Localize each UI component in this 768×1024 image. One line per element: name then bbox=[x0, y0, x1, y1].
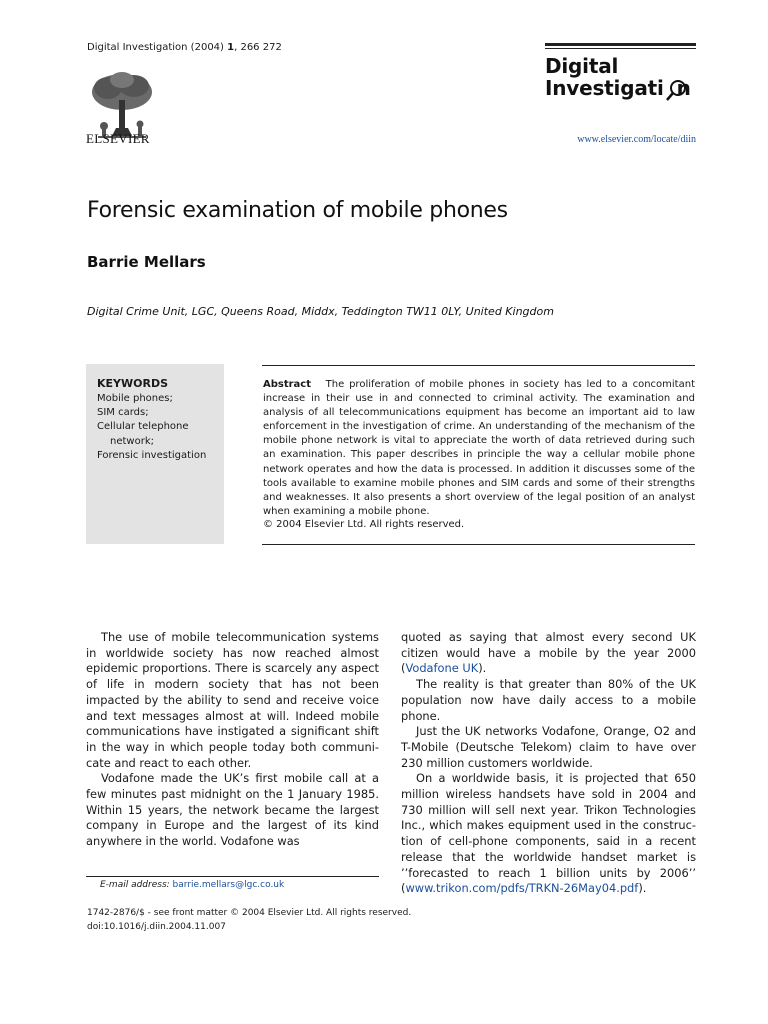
author-email-footnote: E-mail address: barrie.mellars@lgc.co.uk bbox=[100, 880, 285, 890]
keyword-item: SIM cards; bbox=[97, 407, 149, 419]
magnifier-icon bbox=[666, 78, 696, 102]
body-column-left bbox=[86, 630, 379, 850]
journal-logo-rule bbox=[545, 43, 696, 46]
journal-logo-rule-thin bbox=[545, 48, 696, 49]
journal-citation: Digital Investigation (2004) 1, 266 272 bbox=[87, 42, 282, 53]
author-name: Barrie Mellars bbox=[87, 253, 206, 271]
body-paragraph: On a worldwide basis, it is projected that 650 million wireless handsets have sold in 2004 and 730 million will sell next year. Trikon Technologies Inc., which makes equipment used in the construc-tion of cell-phone components, said in a recent release that the worldwide handset market is ’’forecasted to reach 1 billion units by 2006’’ (www.trikon.com/pdfs/TRKN-26May04.pdf). bbox=[401, 771, 696, 896]
body-column-right bbox=[401, 630, 696, 897]
article-title: Forensic examination of mobile phones bbox=[87, 198, 508, 223]
keywords-box bbox=[86, 364, 224, 544]
reference-link-trikon[interactable]: www.trikon.com/pdfs/TRKN-26May04.pdf bbox=[405, 881, 639, 896]
abstract-bottom-rule bbox=[262, 544, 695, 545]
footnote-rule bbox=[86, 876, 379, 877]
publisher-name: ELSEVIER bbox=[86, 131, 150, 146]
keywords-list bbox=[97, 392, 206, 463]
abstract-text: The proliferation of mobile phones in society has led to a concomitant increase in their use in and connected to criminal activity. The examination and analysis of all telecommunications equipment has become an important aid to law enforcement in the investigation of crime. An understanding of the mechanism of the mobile phone network is vital to appreciate the worth of data retrieved during such an examination. This paper describes in principle the way a cellular mobile phone network operates and how the data is processed. In addition it discusses some of the tools available to examine mobile phones and SIM cards and some of their strengths and weaknesses. It also presents a short overview of the legal position of an analyst when examining a mobile phone. bbox=[263, 379, 695, 517]
author-affiliation: Digital Crime Unit, LGC, Queens Road, Middx, Teddington TW11 0LY, United Kingdom bbox=[87, 305, 554, 318]
journal-url-link[interactable]: www.elsevier.com/locate/diin bbox=[577, 134, 696, 145]
keyword-item: Cellular telephone bbox=[97, 421, 189, 433]
keywords-heading: KEYWORDS bbox=[97, 377, 169, 390]
doi-line[interactable]: doi:10.1016/j.diin.2004.11.007 bbox=[87, 922, 226, 932]
abstract-label: Abstract bbox=[263, 379, 312, 390]
body-paragraph: quoted as saying that almost every second UK citizen would have a mobile by the year 2000 (Vodafone UK). bbox=[401, 630, 696, 676]
keyword-item: Mobile phones; bbox=[97, 393, 173, 404]
body-paragraph: The reality is that greater than 80% of the UK population now have daily access to a mobile phone. bbox=[401, 677, 696, 723]
journal-logo bbox=[545, 43, 696, 99]
reference-link-vodafone[interactable]: Vodafone UK bbox=[405, 661, 479, 676]
abstract-copyright: © 2004 Elsevier Ltd. All rights reserved. bbox=[263, 519, 465, 530]
keyword-item: Forensic investigation bbox=[97, 449, 207, 461]
journal-name: Digital Investigati n bbox=[545, 55, 696, 99]
abstract bbox=[263, 378, 695, 519]
body-paragraph: Just the UK networks Vodafone, Orange, O2 and T-Mobile (Deutsche Telekom) claim to have over 230 million customers worldwide. bbox=[401, 724, 696, 770]
author-email-link[interactable]: barrie.mellars@lgc.co.uk bbox=[172, 880, 285, 890]
keyword-item: network; bbox=[110, 435, 154, 447]
issn-line: 1742-2876/$ - see front matter © 2004 Elsevier Ltd. All rights reserved. bbox=[87, 908, 412, 918]
body-paragraph: The use of mobile telecommunication systems in worldwide society has now reached almost epidemic proportions. There is scarcely any aspect of life in modern society that has not been impacted by the ability to send and receive voice and text messages almost at will. Indeed mobile communications have instigated a significant shift in the way in which people today both communi-cate and react to each other. bbox=[86, 630, 379, 770]
body-paragraph: Vodafone made the UK’s first mobile call at a few minutes past midnight on the 1 January 1985. Within 15 years, the network became the largest company in Europe and the largest of its kind anywhere in the world. Vodafone was bbox=[86, 771, 379, 849]
abstract-top-rule bbox=[262, 365, 695, 366]
